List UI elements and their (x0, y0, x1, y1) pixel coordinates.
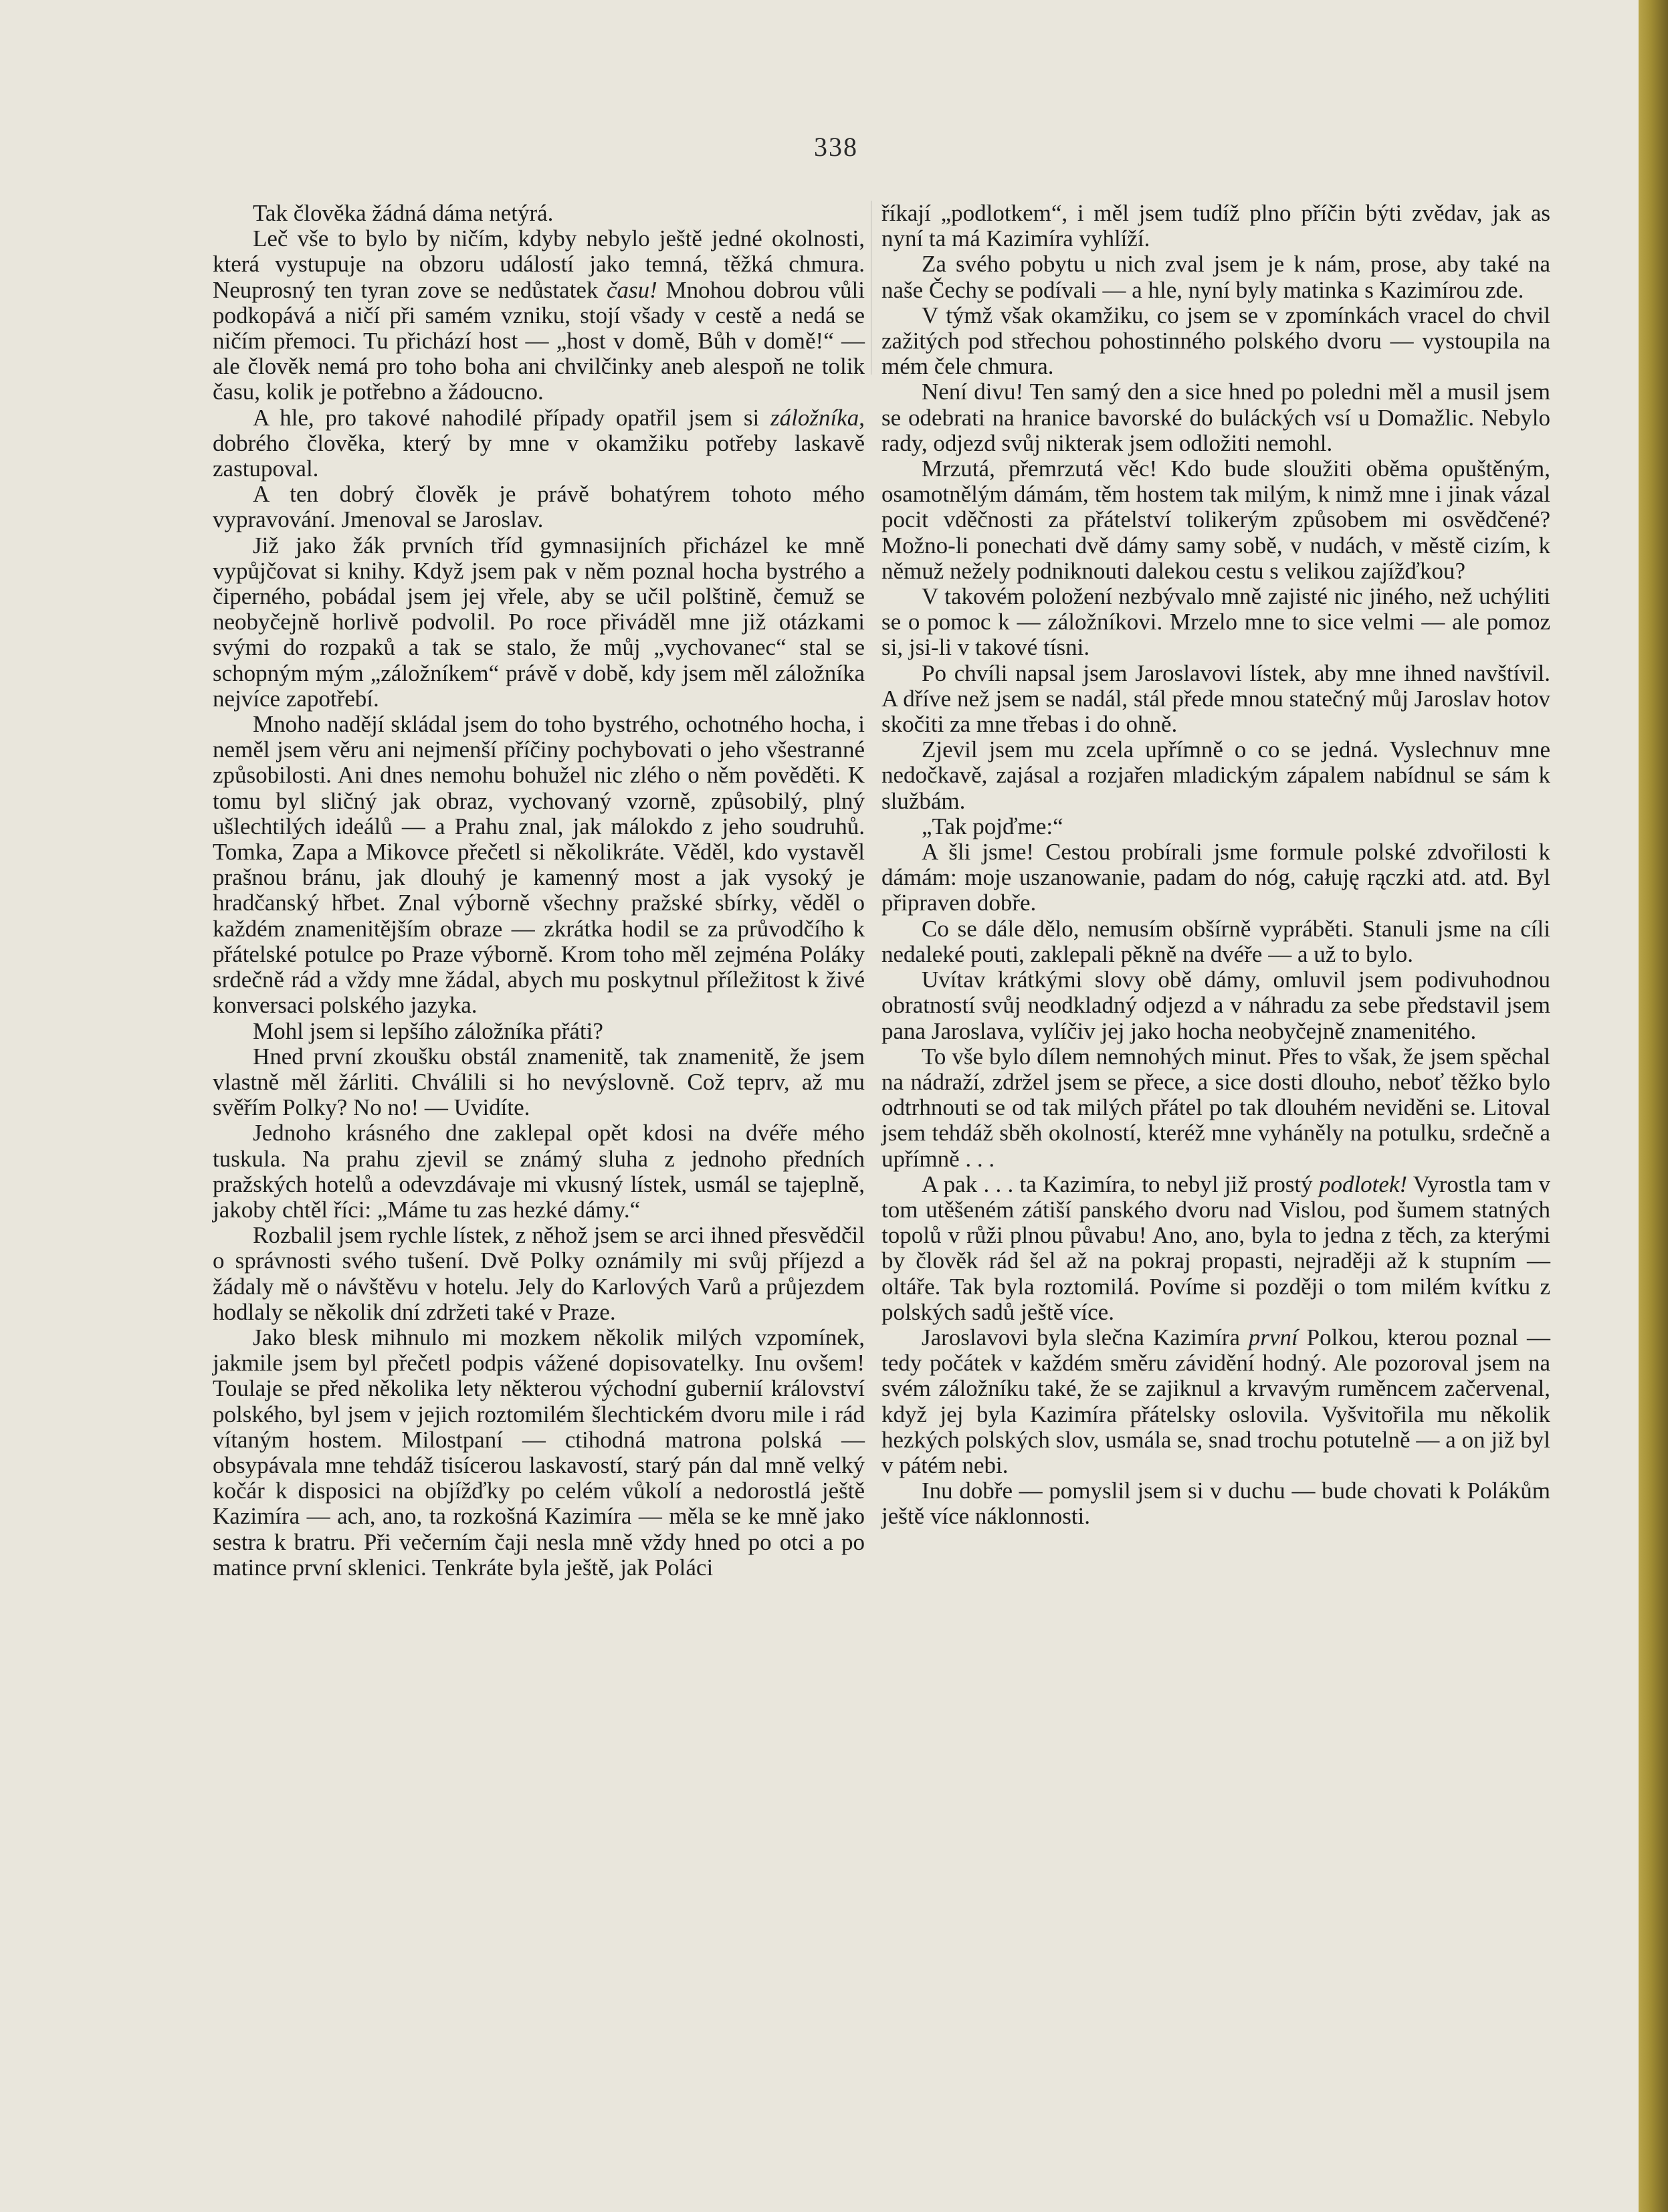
paragraph: Leč vše to bylo by ničím, kdyby nebylo ještě jedné okolnosti, která vystupuje na obzoru událostí jako temná, těžká chmura. Neuprosný ten tyran zove se nedůstatek času! Mnohou dobrou vůli podkopává a ničí při samém vzniku, stojí všady v cestě a nedá se ničím přemoci. Tu přichází host — „host v domě, Bůh v domě!“ — ale člověk nemá pro toho boha ani chvilčinky aneb alespoň ne tolik času, kolik je potřebno a žádoucno. (213, 225, 865, 405)
right-column (881, 201, 1550, 1530)
paragraph: A pak . . . ta Kazimíra, to nebyl již prostý podlotek! Vyrostla tam v tom utěšeném zátiší panského dvoru nad Vislou, pod šumem statných topolů v růži plnou půvabu! Ano, ano, byla to jedna z těch, za kterými by člověk rád šel až na pokraj propasti, nejraději až k stupním — oltáře. Tak byla roztomilá. Povíme si později o tom milém kvítku z polských sadů ještě více. (881, 1171, 1551, 1325)
paragraph: To vše bylo dílem nemnohých minut. Přes to však, že jsem spěchal na nádraží, zdržel jsem se přece, a sice dosti dlouho, neboť těžko bylo odtrhnouti se od tak milých přátel po tak dlouhém neviděni se. Litoval jsem tehdáž sběh okolností, kteréž mne vyháněly na potulku, srdečně a upřímně . . . (881, 1043, 1550, 1172)
paragraph: A hle, pro takové nahodilé případy opatřil jsem si záložníka, dobrého člověka, který by mne v okamžiku potřeby laskavě zastupoval. (213, 404, 865, 482)
paragraph: V týmž však okamžiku, co jsem se v zpomínkách vracel do chvil zažitých pod střechou pohostinného polského dvoru — vystoupila na mém čele chmura. (881, 302, 1550, 380)
paragraph: Po chvíli napsal jsem Jaroslavovi lístek, aby mne ihned navštívil. A dříve než jsem se nadál, stál přede mnou statečný můj Jaroslav hotov skočiti za mne třebas i do ohně. (881, 660, 1550, 738)
book-binding-edge (1639, 0, 1668, 2212)
paragraph: A ten dobrý člověk je právě bohatýrem tohoto mého vypravování. Jmenoval se Jaroslav. (213, 481, 865, 533)
paragraph: Jaroslavovi byla slečna Kazimíra první Polkou, kterou poznal — tedy počátek v každém směru závidění hodný. Ale pozoroval jsem na svém záložníku také, že se zajiknul a krvavým ruměncem začervenal, když jej byla Kazimíra přátelsky oslovila. Vyšvitořila mu několik hezkých polských slov, usmála se, snad trochu potutelně — a on již byl v pátém nebi. (881, 1324, 1550, 1478)
paragraph: Zjevil jsem mu zcela upřímně o co se jedná. Vyslechnuv mne nedočkavě, zajásal a rozjařen mladickým zápalem nabídnul se sám k službám. (881, 736, 1550, 814)
paragraph: V takovém položení nezbývalo mně zajisté nic jiného, než uchýliti se o pomoc k — záložníkovi. Mrzelo mne to sice velmi — ale pomoz si, jsi-li v takové tísni. (881, 583, 1550, 661)
paragraph: Co se dále dělo, nemusím obšírně vypráběti. Stanuli jsme na cíli nedaleké pouti, zaklepali pěkně na dvéře — a už to bylo. (881, 915, 1550, 967)
paragraph: Uvítav krátkými slovy obě dámy, omluvil jsem podivuhodnou obratností svůj neodkladný odjezd a v náhradu za sebe představil jsem pana Jaroslava, vylíčiv jej jako hocha neobyčejně znamenitého. (881, 967, 1550, 1044)
paragraph: říkají „podlotkem“, i měl jsem tudíž plno příčin býti zvědav, jak as nyní ta má Kazimíra vyhlíží. (881, 200, 1550, 252)
paragraph: Hned první zkoušku obstál znamenitě, tak znamenitě, že jsem vlastně měl žárliti. Chválili si ho nevýslovně. Což teprv, až mu svěřím Polky? No no! — Uvidíte. (213, 1043, 865, 1121)
paragraph: Již jako žák prvních tříd gymnasijních přicházel ke mně vypůjčovat si knihy. Když jsem pak v něm poznal hocha bystrého a čiperného, pobádal jsem jej vřele, aby se učil polštině, čemuž se neobyčejně horlivě podvolil. Po roce přiváděl mne již otázkami svými do rozpaků a tak se stalo, že můj „vychovanec“ stal se schopným mým „záložníkem“ právě v době, kdy jsem měl záložníka nejvíce zapotřebí. (213, 532, 865, 712)
left-column (213, 201, 865, 1581)
paragraph: A šli jsme! Cestou probírali jsme formule polské zdvořilosti k dámám: moje uszanowanie, padam do nóg, całuję rączki atd. atd. Byl připraven dobře. (881, 839, 1550, 916)
emphasized-word: času! (607, 276, 657, 303)
emphasized-word: první (1248, 1324, 1298, 1350)
paragraph: Není divu! Ten samý den a sice hned po poledni měl a musil jsem se odebrati na hranice bavorské do buláckých vsí u Domažlic. Nebylo rady, odjezd svůj nikterak jsem odložiti nemohl. (881, 379, 1550, 456)
paragraph: Inu dobře — pomyslil jsem si v duchu — bude chovati k Polákům ještě více náklonnosti. (881, 1478, 1550, 1530)
paragraph: Jako blesk mihnulo mi mozkem několik milých vzpomínek, jakmile jsem byl přečetl podpis vážené dopisovatelky. Inu ovšem! Toulaje se před několika lety některou východní gubernií království polského, byl jsem v jejich roztomilém šlechtickém dvoru mile i rád vítaným hostem. Milostpaní — ctihodná matrona polská — obsypávala mne tehdáž tisícerou laskavostí, starý pán dal mně velký kočár k disposici na objížďky po celém vůkolí a nedorostlá ještě Kazimíra — ach, ano, ta rozkošná Kazimíra — měla se ke mně jako sestra k bratru. Při večerním čaji nesla mně vždy hned po otci a po matince první sklenici. Tenkráte byla ještě, jak Poláci (213, 1324, 865, 1581)
paragraph: Tak člověka žádná dáma netýrá. (253, 200, 554, 226)
emphasized-word: záložníka (770, 404, 859, 431)
emphasized-word: podlotek! (1318, 1171, 1408, 1197)
paragraph: Mnoho nadějí skládal jsem do toho bystrého, ochotného hocha, i neměl jsem věru ani nejmenší příčiny pochybovati o jeho všestranné způsobilosti. Ani dnes nemohu bohužel nic zlého o něm pověděti. K tomu byl sličný jak obraz, vychovaný vzorně, způsobilý, plný ušlechtilých ideálů — a Prahu znal, jak málokdo z jeho soudruhů. Tomka, Zapa a Mikovce přečetl si několikráte. Věděl, kdo vystavěl prašnou bránu, jak dlouhý je kamenný most a jak vysoký je hradčanský hřbet. Znal výborně všechny pražské sbírky, věděl o každém znamenitějším obraze — zkrátka hodil se za průvodčího k přátelské potulce po Praze výborně. Krom toho měl zejména Poláky srdečně rád a vždy mne žádal, abych mu poskytnul příležitost k živé konversaci polského jazyka. (213, 711, 865, 1019)
paragraph: „Tak pojďme:“ (922, 813, 1063, 839)
paragraph: Jednoho krásného dne zaklepal opět kdosi na dvéře mého tuskula. Na prahu zjevil se známý sluha z jednoho předních pražských hotelů a odevzdávaje mi vkusný lístek, usmál se tajeplně, jakoby chtěl říci: „Máme tu zas hezké dámy.“ (213, 1120, 865, 1223)
paragraph: Mrzutá, přemrzutá věc! Kdo bude sloužiti oběma opuštěným, osamotnělým dámám, těm hostem tak milým, k nimž mne i jinak vázal pocit vděčnosti za přátelství tolikerým způsobem mi osvědčené? Možno-li ponechati dvě dámy samy sobě, v nudách, v městě cizím, k němuž nežely podniknouti dalekou cestu s velikou zajížďkou? (881, 456, 1550, 584)
paragraph: Mohl jsem si lepšího záložníka přáti? (253, 1017, 603, 1044)
paragraph: Za svého pobytu u nich zval jsem je k nám, prose, aby také na naše Čechy se podívali — a hle, nyní byly matinka s Kazimírou zde. (881, 251, 1550, 303)
page-number: 338 (814, 132, 858, 162)
paragraph: Rozbalil jsem rychle lístek, z něhož jsem se arci ihned přesvědčil o správnosti svého tušení. Dvě Polky oznámily mi svůj příjezd a žádaly mě o návštěvu v hotelu. Jely do Karlových Varů a průjezdem hodlaly se několik dní zdržeti také v Praze. (213, 1222, 865, 1325)
